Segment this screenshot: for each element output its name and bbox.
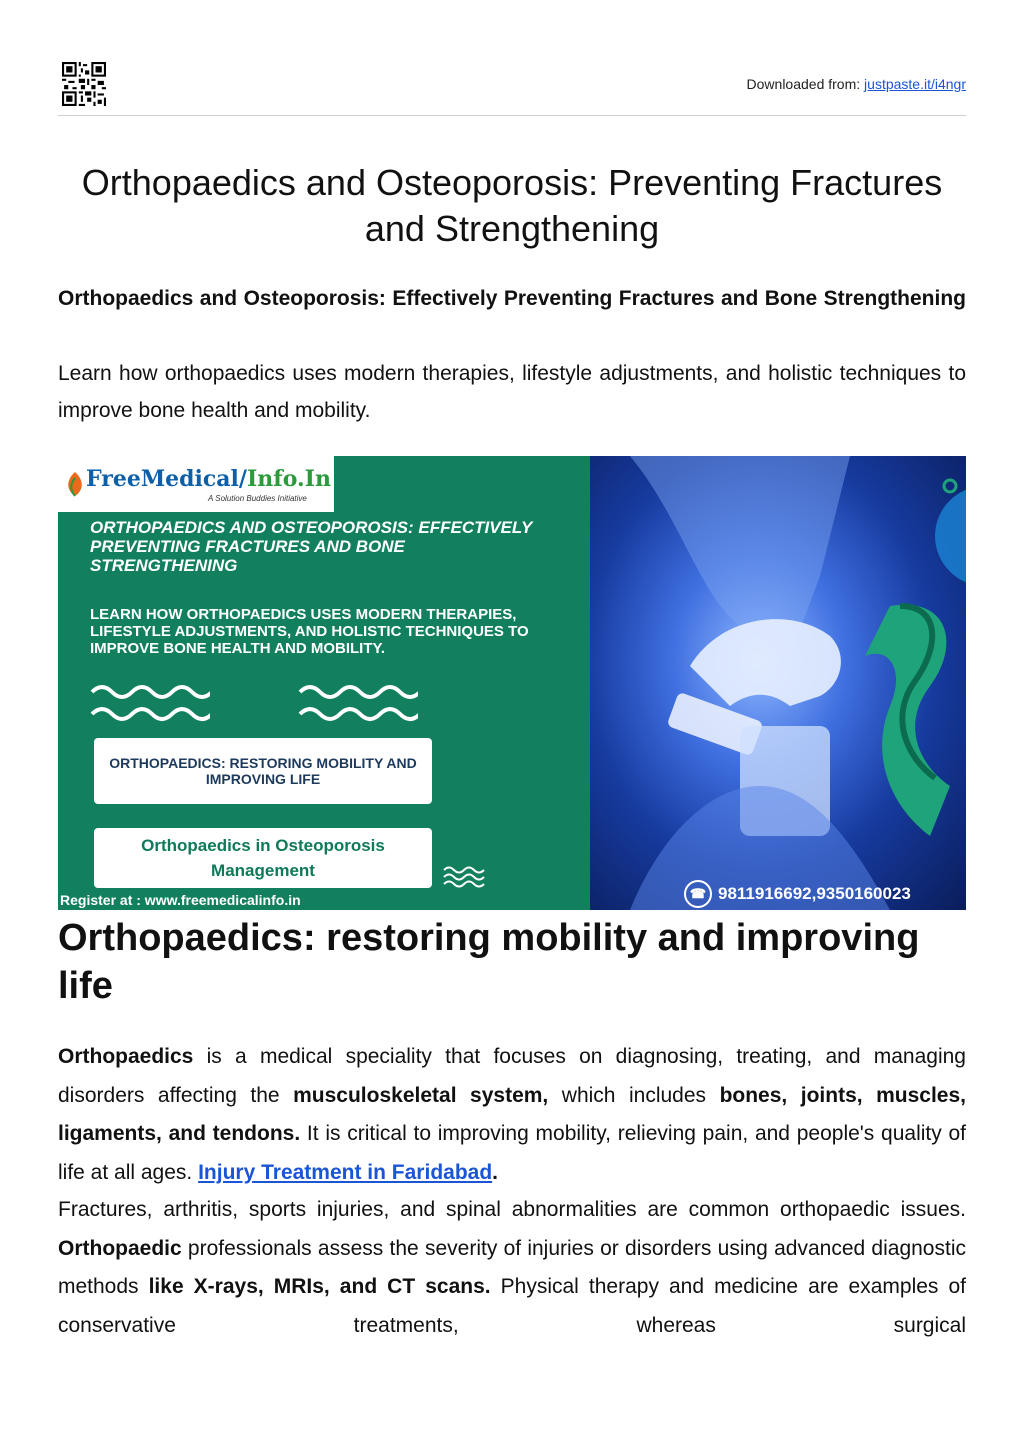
download-source [747,76,966,92]
p1-text-1: is a medical speciality that focuses on diagnosing, treating, and managing disorders affecting the [58,1045,966,1107]
leaf-logo-icon [64,470,86,498]
banner-image [58,456,966,910]
banner-subtext: LEARN HOW ORTHOPAEDICS USES MODERN THERAPIES, LIFESTYLE ADJUSTMENTS, AND HOLISTIC TECHNIQUES TO IMPROVE BONE HEALTH AND MOBILITY. [90,606,529,657]
xray-image [590,456,966,910]
p2-bold-orthopaedic: Orthopaedic [58,1236,182,1260]
banner-register: Register at : www.freemedicalinfo.in [60,892,301,908]
p1-bold-musculoskeletal: musculoskeletal system, [293,1083,549,1107]
logo-info: Info.In [246,466,331,492]
p1-period: . [492,1160,498,1184]
p1-bold-bones: bones, joints, muscles, ligaments, and tendons. [58,1083,966,1145]
download-link[interactable]: justpaste.it/i4ngr [864,76,966,92]
phone-icon: ☎ [684,880,712,908]
p2-text-3: Physical therapy and medicine are examples of conservative treatments, whereas surgical [58,1275,966,1337]
banner-phone-number: 9811916692,9350160023 [718,884,911,903]
p2-bold-scans: like X-rays, MRIs, and CT scans. [148,1275,491,1298]
banner-card-restoring-mobility: ORTHOPAEDICS: RESTORING MOBILITY AND IMPROVING LIFE [94,738,432,804]
injury-treatment-link[interactable]: Injury Treatment in Faridabad [198,1160,493,1184]
logo-text [86,466,331,492]
p2-text-2: professionals assess the severity of injuries or disorders using advanced diagnostic methods [58,1236,966,1298]
p1-text-3: It is critical to improving mobility, relieving pain, and people's quality of life at all ages. [58,1122,966,1184]
banner-phone [684,880,911,908]
wave-icon [298,682,418,728]
banner-card-osteoporosis: Orthopaedics in Osteoporosis Management [94,828,432,888]
wave-icon [442,864,492,890]
header-divider [58,115,966,116]
logo-tagline: A Solution Buddies Initiative [208,494,307,503]
p2-text-1: Fractures, arthritis, sports injuries, and spinal abnormalities are common orthopaedic issues. [58,1198,966,1221]
download-label: Downloaded from: [746,76,861,92]
article-lead: Learn how orthopaedics uses modern therapies, lifestyle adjustments, and holistic techniques to improve bone health and mobility. [58,362,966,422]
logo-sep: / [238,466,247,492]
article-subtitle: Orthopaedics and Osteoporosis: Effectively Preventing Fractures and Bone Strengthening [58,287,966,310]
section-heading: Orthopaedics: restoring mobility and improving life [58,917,920,1007]
logo-main: FreeMedical [86,466,239,492]
xray-illustration [590,456,966,910]
p1-bold-orthopaedics: Orthopaedics [58,1045,194,1068]
section-paragraph-2 [58,1191,966,1384]
banner-headline: ORTHOPAEDICS AND OSTEOPOROSIS: EFFECTIVELY PREVENTING FRACTURES AND BONE STRENGTHENING [90,518,533,575]
page-title: Orthopaedics and Osteoporosis: Preventing Fractures and Strengthening [81,162,943,249]
p1-text-2: which includes [548,1083,720,1107]
wave-icon [90,682,210,728]
logo [58,456,334,512]
qr-code-icon [62,62,106,106]
section-paragraph-1 [58,1038,966,1192]
